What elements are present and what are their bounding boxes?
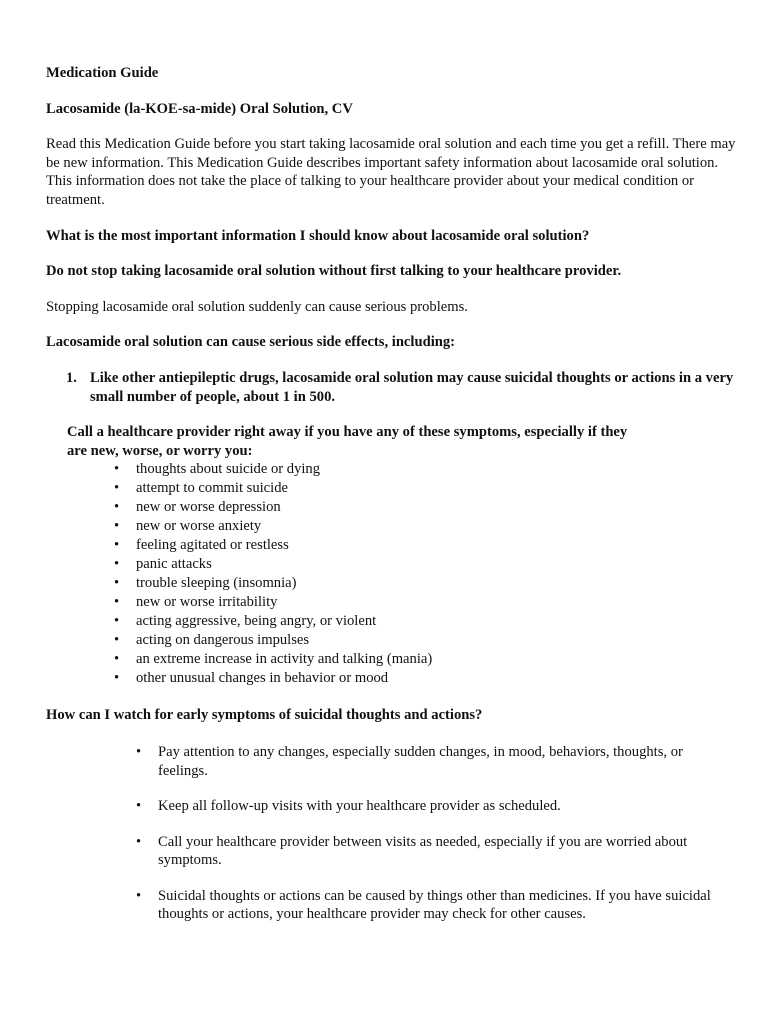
bullet-icon: • xyxy=(114,670,120,687)
bullet-icon: • xyxy=(114,575,120,592)
guide-title: Medication Guide xyxy=(46,65,159,81)
watch-list xyxy=(46,743,736,924)
list-item: • other unusual changes in behavior or mood xyxy=(114,670,389,687)
bullet-icon: • xyxy=(114,556,120,573)
call-provider-instruction: Call a healthcare provider right away if you have any of these symptoms, especially if they are new, worse, or worry you: xyxy=(67,424,628,459)
bullet-icon: • xyxy=(136,743,142,760)
bullet-icon: • xyxy=(114,632,120,649)
list-item: • new or worse anxiety xyxy=(114,518,262,535)
list-item: • Call your healthcare provider between visits as needed, especially if you are worried about symptoms. xyxy=(136,833,688,869)
intro-paragraph: Read this Medication Guide before you start taking lacosamide oral solution and each time you get a refill. There may be new information. This Medication Guide describes important safety information about lacosamide oral solution. This information does not take the place of talking to your healthcare provider about your medical condition or treatment. xyxy=(46,136,736,208)
item-number: 1. xyxy=(66,369,77,386)
list-item: • acting on dangerous impulses xyxy=(114,632,310,649)
stopping-warning-text: Stopping lacosamide oral solution suddenly can cause serious problems. xyxy=(46,298,468,315)
serious-side-effects-heading: Lacosamide oral solution can cause serious side effects, including: xyxy=(46,334,456,351)
bullet-icon: • xyxy=(136,833,142,850)
item-text: Like other antiepileptic drugs, lacosamide oral solution may cause suicidal thoughts or actions in a very small number of people, about 1 in 500. xyxy=(90,369,734,405)
list-item: • acting aggressive, being angry, or violent xyxy=(114,613,377,630)
bullet-icon: • xyxy=(114,499,120,516)
list-item: • new or worse depression xyxy=(114,499,281,516)
list-item: • Suicidal thoughts or actions can be caused by things other than medicines. If you have suicidal thoughts or actions, your healthcare provider may check for other causes. xyxy=(136,887,711,923)
list-item: • new or worse irritability xyxy=(114,594,278,611)
list-item: • Pay attention to any changes, especially sudden changes, in mood, behaviors, thoughts, or feelings. xyxy=(136,743,683,779)
numbered-item-1 xyxy=(46,369,736,406)
bullet-icon: • xyxy=(114,594,120,611)
list-item: • trouble sleeping (insomnia) xyxy=(114,575,297,592)
list-item: • panic attacks xyxy=(114,556,212,573)
bullet-icon: • xyxy=(114,480,120,497)
bullet-icon: • xyxy=(136,887,142,904)
do-not-stop-warning: Do not stop taking lacosamide oral solution without first talking to your healthcare provider. xyxy=(46,263,622,280)
document-page xyxy=(46,64,736,941)
bullet-icon: • xyxy=(114,537,120,554)
list-item: • attempt to commit suicide xyxy=(114,480,288,497)
watch-symptoms-heading: How can I watch for early symptoms of suicidal thoughts and actions? xyxy=(46,707,483,724)
bullet-icon: • xyxy=(114,461,120,478)
bullet-icon: • xyxy=(114,518,120,535)
bullet-icon: • xyxy=(136,798,142,815)
symptoms-list xyxy=(46,460,736,688)
list-item: • an extreme increase in activity and talking (mania) xyxy=(114,651,433,668)
drug-title: Lacosamide (la-KOE-sa-mide) Oral Solution, CV xyxy=(46,100,353,117)
important-info-heading: What is the most important information I should know about lacosamide oral solution? xyxy=(46,227,590,244)
list-item: • Keep all follow-up visits with your healthcare provider as scheduled. xyxy=(136,798,561,815)
bullet-icon: • xyxy=(114,613,120,630)
bullet-icon: • xyxy=(114,651,120,668)
list-item: • thoughts about suicide or dying xyxy=(114,461,321,478)
list-item: • feeling agitated or restless xyxy=(114,537,289,554)
